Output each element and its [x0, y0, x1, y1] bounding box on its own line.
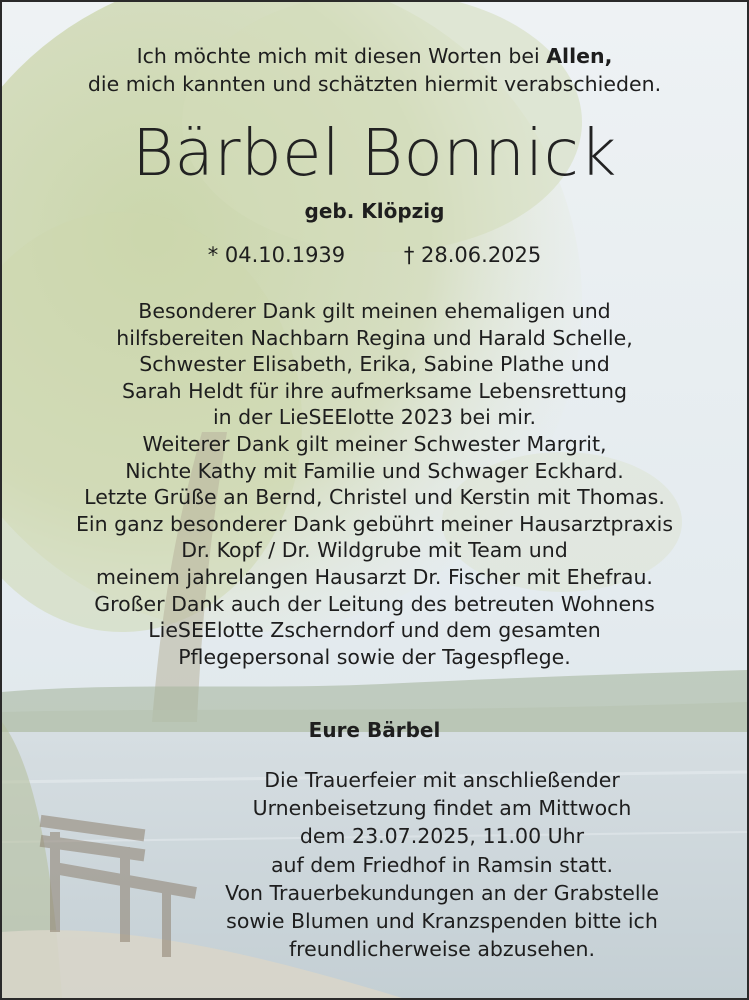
funeral-line: dem 23.07.2025, 11.00 Uhr: [299, 824, 585, 849]
thanks-line: Besonderer Dank gilt meinen ehemaligen und: [138, 299, 611, 323]
signature: Eure Bärbel: [308, 718, 441, 742]
thanks-paragraph: [2, 298, 747, 670]
thanks-line: LieSEElotte Zscherndorf und dem gesamten: [148, 618, 601, 643]
deceased-name: Bärbel Bonnick: [132, 117, 617, 191]
thanks-line: Sarah Heldt für ihre aufmerksame Lebensrettung: [122, 378, 627, 403]
birth-date: * 04.10.1939: [207, 243, 346, 267]
thanks-line: Nichte Kathy mit Familie und Schwager Eckhard.: [125, 458, 624, 483]
funeral-line: Urnenbeisetzung findet am Mittwoch: [252, 796, 632, 821]
thanks-line: Großer Dank auch der Leitung des betreuten Wohnens: [94, 591, 655, 616]
intro-line-2: die mich kannten und schätzten hiermit verabschieden.: [87, 72, 662, 96]
intro-line-1: Ich möchte mich mit diesen Worten bei Allen,: [136, 44, 613, 68]
funeral-line: Die Trauerfeier mit anschließender: [264, 768, 620, 792]
thanks-line: Dr. Kopf / Dr. Wildgrube mit Team und: [181, 538, 568, 563]
funeral-notice: [142, 766, 742, 963]
thanks-line: Schwester Elisabeth, Erika, Sabine Plathe und: [139, 352, 610, 377]
funeral-line: Von Trauerbekundungen an der Grabstelle: [225, 880, 659, 905]
thanks-line: meinem jahrelangen Hausarzt Dr. Fischer mit Ehefrau.: [96, 564, 653, 589]
birth-name: geb. Klöpzig: [304, 199, 445, 223]
funeral-line: auf dem Friedhof in Ramsin statt.: [270, 852, 613, 877]
thanks-line: Ein ganz besonderer Dank gebührt meiner Hausarztpraxis: [75, 511, 674, 536]
thanks-line: hilfsbereiten Nachbarn Regina und Harald Schelle,: [116, 325, 633, 350]
thanks-line: Weiterer Dank gilt meiner Schwester Margrit,: [142, 431, 607, 456]
thanks-line: Pflegepersonal sowie der Tagespflege.: [178, 644, 571, 669]
life-dates: [2, 240, 747, 270]
thanks-line: Letzte Grüße an Bernd, Christel und Kerstin mit Thomas.: [84, 485, 665, 510]
funeral-line: sowie Blumen und Kranzspenden bitte ich: [226, 909, 658, 934]
death-date: † 28.06.2025: [403, 243, 542, 267]
intro-text: [2, 42, 747, 98]
funeral-line: freundlicherweise abzusehen.: [288, 937, 596, 962]
thanks-line: in der LieSEElotte 2023 bei mir.: [212, 405, 537, 430]
